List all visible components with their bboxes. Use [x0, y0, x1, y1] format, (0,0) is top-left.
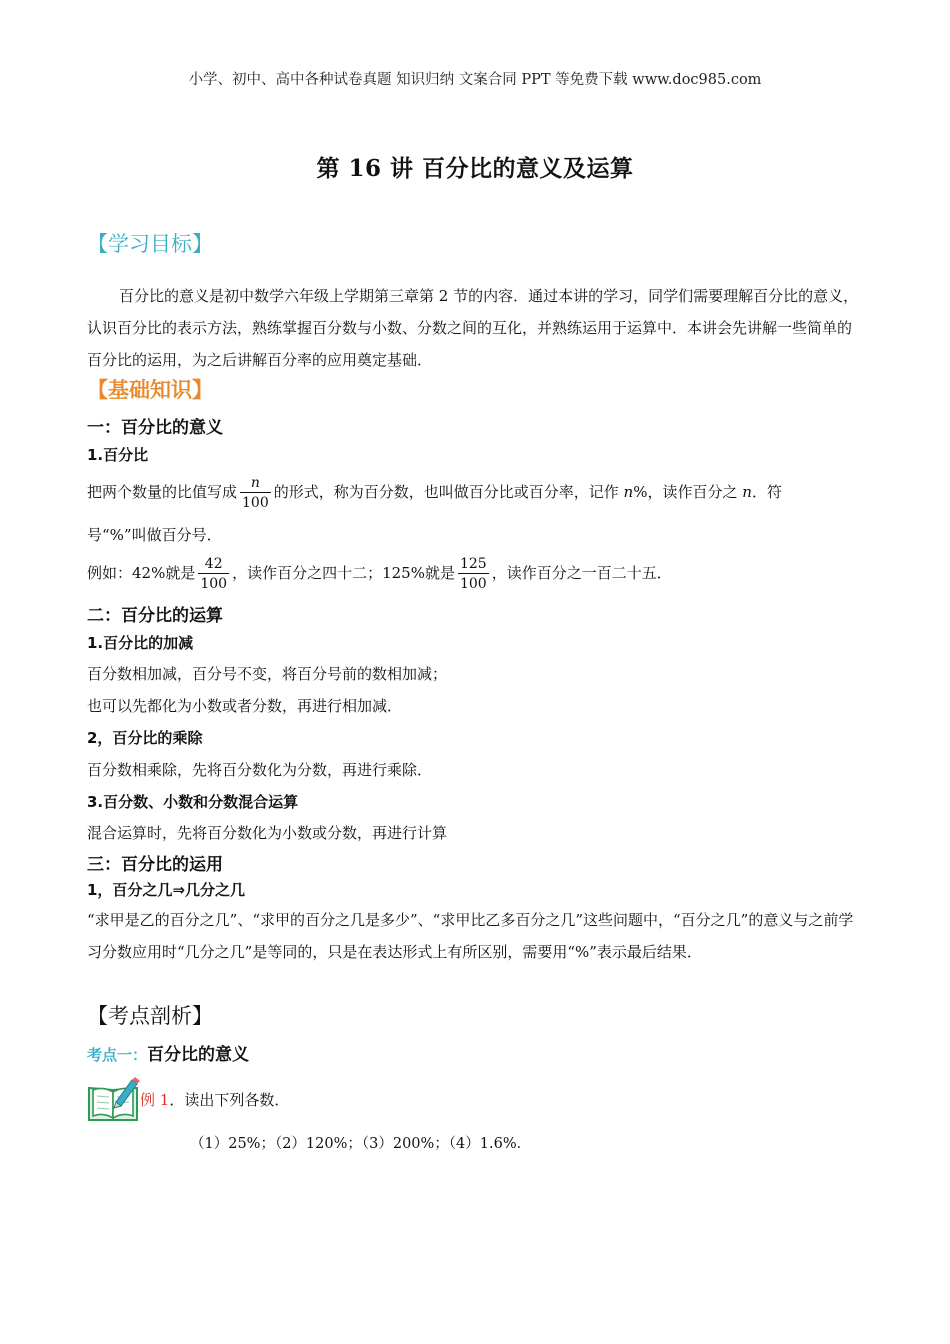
definition-text-c: %，读作百分之	[633, 483, 738, 501]
fraction-n-over-100	[240, 474, 271, 513]
definition-variable: n	[623, 483, 634, 501]
fraction-numerator: 42	[204, 555, 223, 572]
section-1-sub-1: 1.百分比	[87, 446, 149, 464]
point-1-label: 考点一：	[87, 1046, 148, 1064]
section-2-sub-1: 1.百分比的加减	[87, 634, 194, 652]
fraction-denominator: 100	[240, 492, 271, 513]
section-1-title: 一：百分比的意义	[87, 418, 223, 438]
example-1-items: （1）25%；（2）120%；（3）200%；（4）1.6%．	[190, 1136, 532, 1152]
section-2-sub-3: 3.百分数、小数和分数混合运算	[87, 793, 299, 811]
fraction-numerator: 125	[459, 555, 487, 572]
section-3-sub-1: 1，百分之几⇒几分之几	[87, 881, 246, 899]
fraction-125-over-100	[458, 555, 489, 594]
example-text-a: 例如：42%就是	[87, 564, 196, 582]
point-1-title: 百分比的意义	[147, 1045, 250, 1065]
definition-line-1	[87, 470, 782, 514]
fraction-denominator: 100	[458, 573, 489, 594]
section-2-sub-2-line-1: 百分数相乘除，先将百分数化为分数，再进行乘除．	[87, 761, 433, 779]
example-1-label: 例 1	[140, 1091, 170, 1109]
fraction-numerator: n	[250, 474, 260, 491]
book-pencil-icon	[86, 1076, 140, 1122]
fraction-42-over-100	[198, 555, 229, 594]
basics-heading: 【基础知识】	[87, 377, 213, 402]
example-1	[140, 1089, 289, 1110]
analysis-heading: 【考点剖析】	[87, 1004, 213, 1028]
learning-goal-paragraph: 百分比的意义是初中数学六年级上学期第三章第 2 节的内容．通过本讲的学习，同学们需要理解百分比的意义，认识百分比的表示方法，熟练掌握百分数与小数、分数之间的互化，并熟练运用于运算中．本讲会先讲解一些简单的百分比的运用，为之后讲解百分率的应用奠定基础．	[87, 287, 859, 369]
definition-text-b: 的形式，称为百分数，也叫做百分比或百分率，记作	[273, 483, 619, 501]
definition-text-d: ．符	[751, 483, 782, 501]
section-3-paragraph: “求甲是乙的百分之几”、“求甲的百分之几是多少”、“求甲比乙多百分之几”这些问题中，“百分之几”的意义与之前学习分数应用时“几分之几”是等同的，只是在表达形式上有所区别，需要用“%”表示最后结果．	[87, 911, 854, 961]
page-title: 第 16 讲 百分比的意义及运算	[316, 155, 634, 182]
learning-goal-heading: 【学习目标】	[87, 232, 213, 256]
point-1-heading	[87, 1040, 249, 1065]
definition-line-2: 号“%”叫做百分号．	[87, 526, 222, 544]
example-line	[87, 550, 672, 596]
definition-variable-2: n	[742, 483, 752, 501]
page-header: 小学、初中、高中各种试卷真题 知识归纳 文案合同 PPT 等免费下载 www.doc985.com	[188, 72, 762, 88]
section-2-sub-1-line-1: 百分数相加减，百分号不变，将百分号前的数相加减；	[87, 665, 448, 683]
section-3-title: 三：百分比的运用	[87, 855, 223, 875]
section-2-sub-3-line-1: 混合运算时，先将百分数化为小数或分数，再进行计算	[87, 824, 448, 842]
section-2-sub-2: 2，百分比的乘除	[87, 729, 203, 747]
example-1-text: ．读出下列各数．	[169, 1091, 290, 1109]
example-text-c: ，读作百分之一百二十五．	[491, 564, 672, 582]
section-2-sub-1-line-2: 也可以先都化为小数或者分数，再进行相加减．	[87, 697, 403, 715]
section-2-title: 二：百分比的运算	[87, 606, 223, 626]
example-text-b: ，读作百分之四十二；125%就是	[232, 564, 455, 582]
fraction-denominator: 100	[198, 573, 229, 594]
definition-text-a: 把两个数量的比值写成	[87, 483, 238, 501]
